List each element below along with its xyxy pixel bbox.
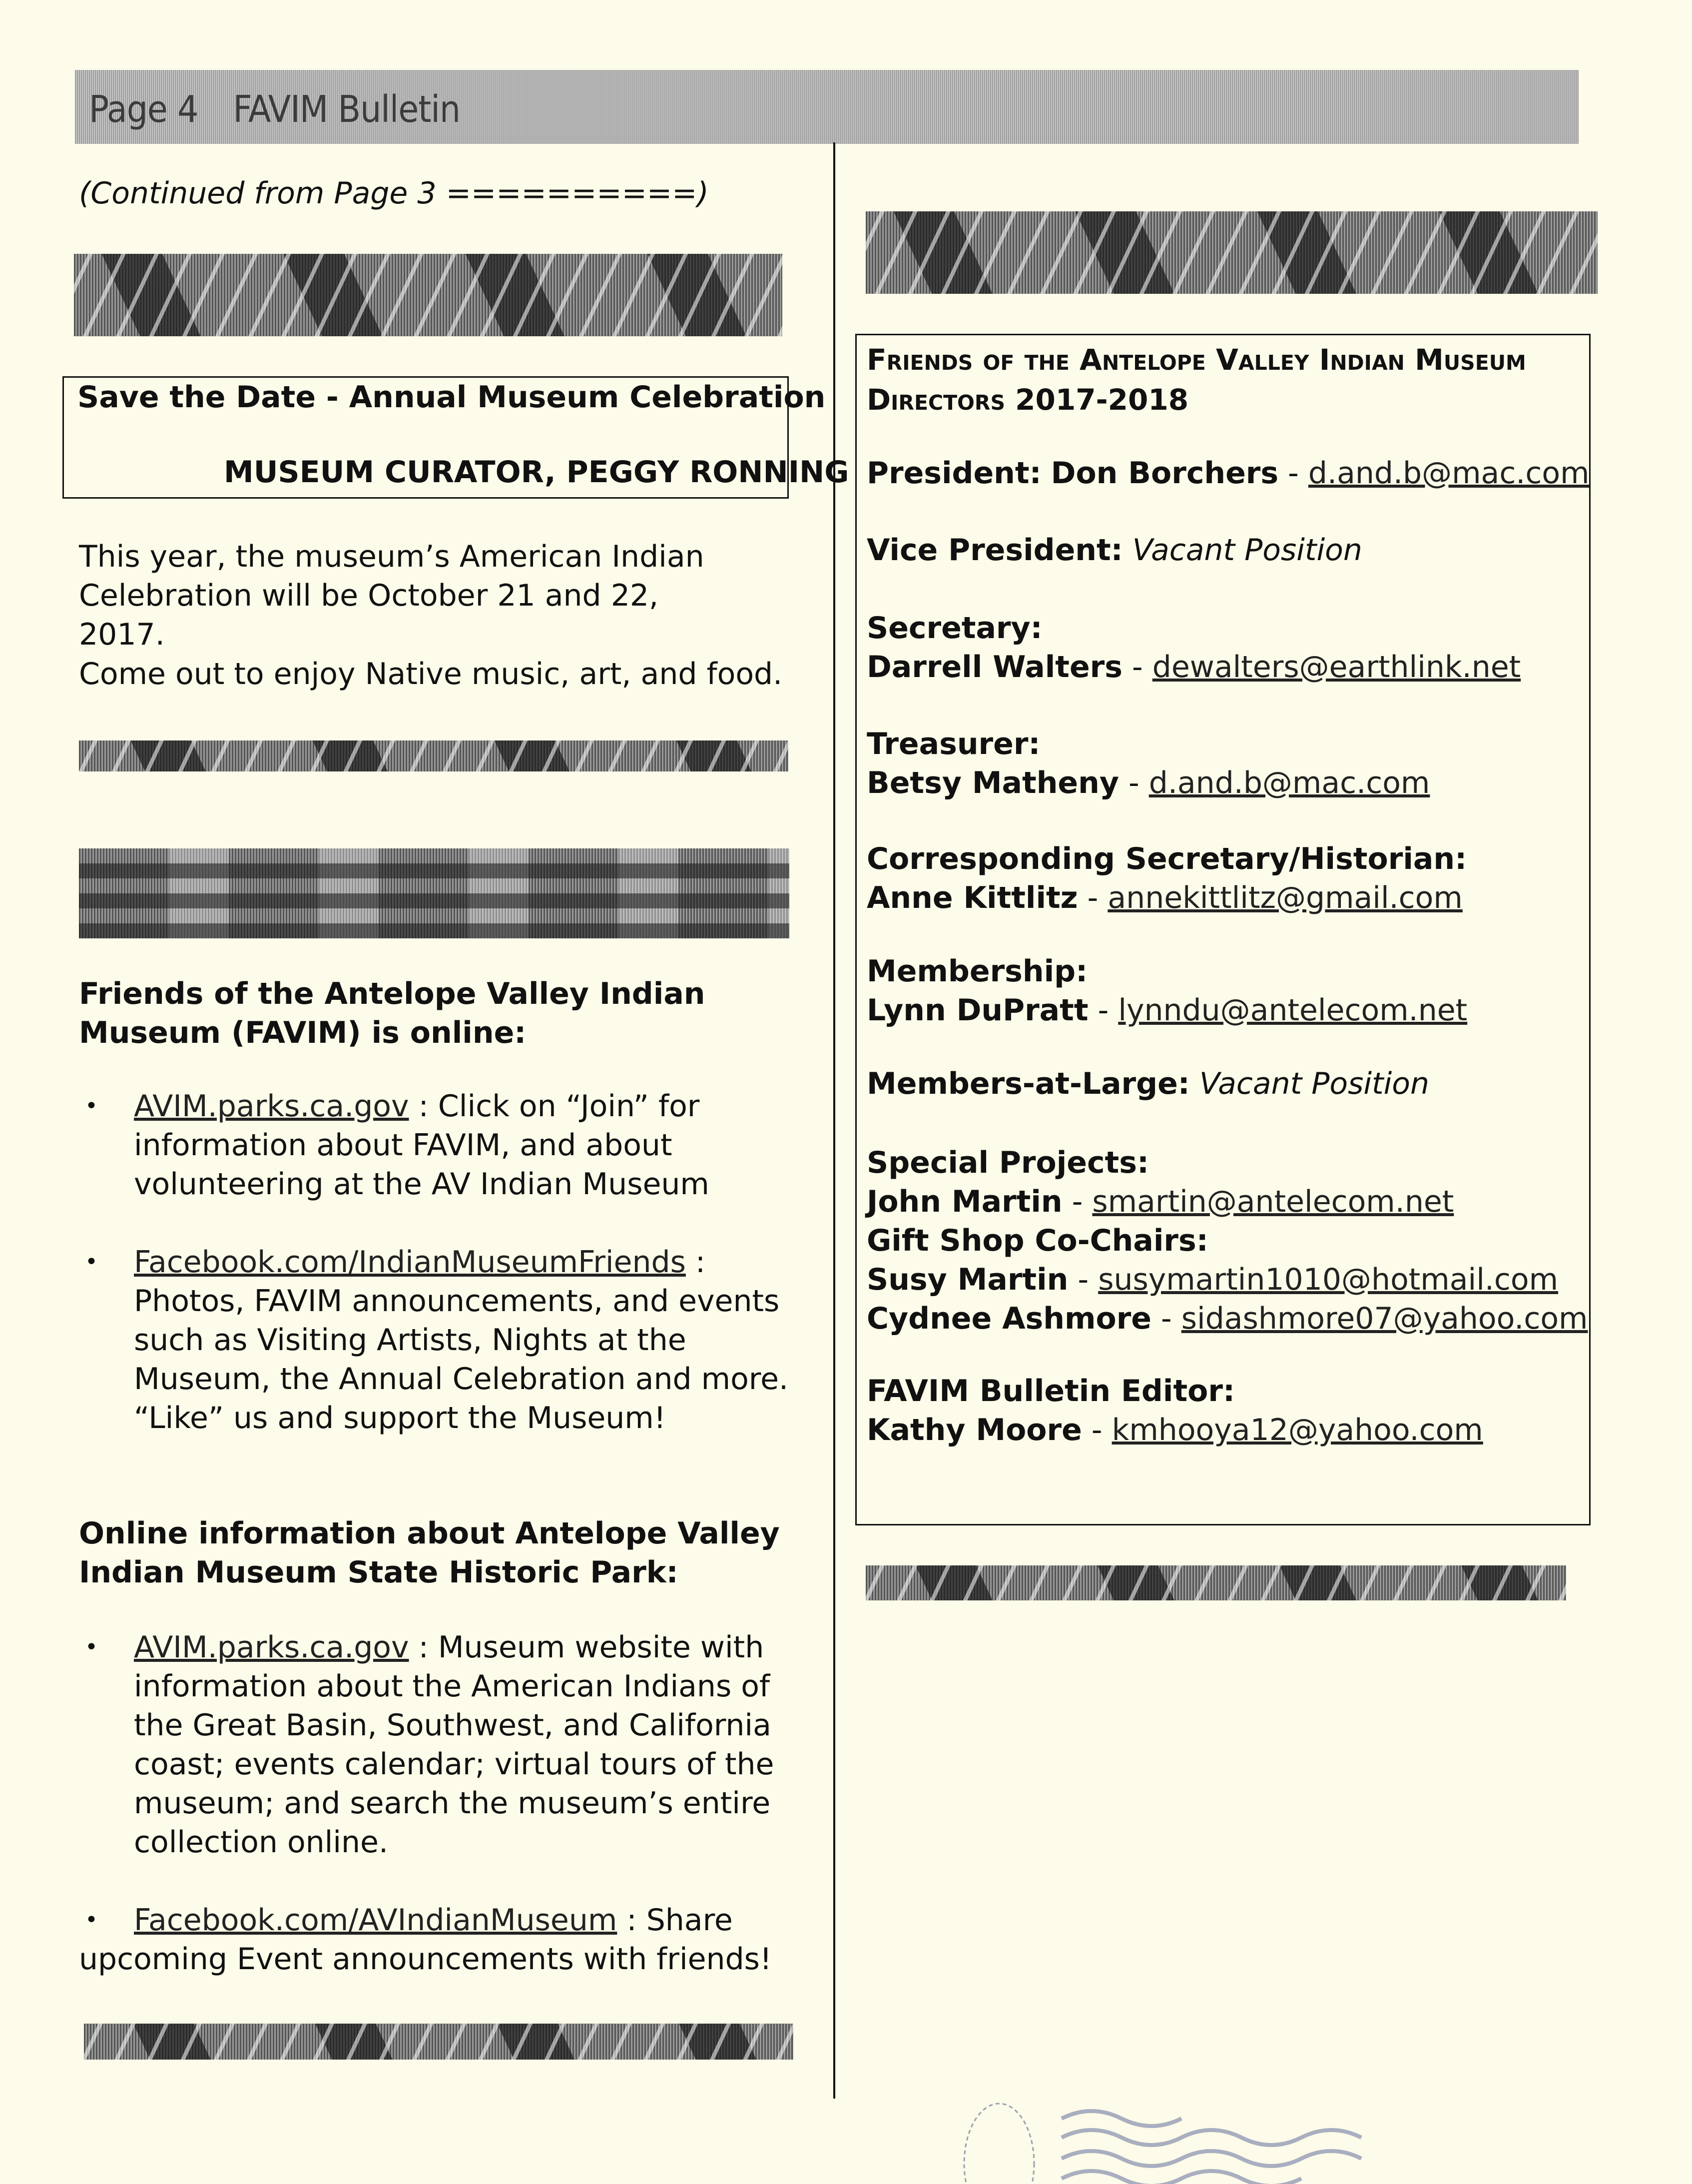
separator: -	[1062, 1184, 1093, 1219]
director-entry-special-projects	[867, 1143, 1588, 1338]
email-link[interactable]: annekittlitz@gmail.com	[1108, 880, 1463, 915]
basket-weave-band-icon	[79, 740, 788, 771]
director-entry-secretary	[867, 609, 1521, 687]
director-name: Don Borchers	[1051, 456, 1279, 491]
publication-title: FAVIM Bulletin	[233, 88, 461, 131]
celebration-paragraph: This year, the museum’s American Indian Celebration will be October 21 and 22, 2017.	[79, 539, 704, 652]
save-the-date-title: Save the Date - Annual Museum Celebration	[77, 380, 826, 415]
invite-paragraph: Come out to enjoy Native music, art, and food.	[79, 657, 783, 692]
role-label: Members-at-Large:	[867, 1066, 1190, 1101]
director-name: Betsy Matheny	[867, 765, 1119, 800]
cancellation-wave	[1062, 2130, 1361, 2145]
separator: -	[1088, 993, 1119, 1028]
avim-parks-link[interactable]: AVIM.parks.ca.gov	[134, 1630, 409, 1665]
basket-weave-band-icon	[79, 848, 789, 938]
email-link[interactable]: sidashmore07@yahoo.com	[1181, 1301, 1588, 1336]
separator: -	[1151, 1301, 1181, 1336]
postmark-icon	[949, 2039, 1692, 2184]
separator: -	[1068, 1262, 1099, 1297]
email-link[interactable]: d.and.b@mac.com	[1308, 456, 1590, 491]
list-item	[79, 1901, 808, 1979]
cancellation-wave	[1062, 2111, 1181, 2126]
email-link[interactable]: lynndu@antelecom.net	[1118, 993, 1468, 1028]
page-header	[89, 88, 460, 131]
role-label: Membership:	[867, 954, 1088, 989]
cancellation-wave	[1062, 2171, 1301, 2184]
email-link[interactable]: dewalters@earthlink.net	[1152, 650, 1521, 685]
email-link[interactable]: d.and.b@mac.com	[1148, 765, 1430, 800]
role-label: Corresponding Secretary/Historian:	[867, 841, 1467, 876]
basket-weave-band-icon	[84, 2024, 793, 2060]
basket-weave-band-icon	[74, 254, 782, 336]
park-online-heading: Online information about Antelope Valley Indian Museum State Historic Park:	[79, 1516, 780, 1590]
vacant-position: Vacant Position	[1199, 1066, 1429, 1101]
director-name: Cydnee Ashmore	[867, 1301, 1151, 1336]
separator: -	[1122, 650, 1152, 685]
favim-online-list	[79, 1087, 798, 1476]
role-label: Gift Shop Co-Chairs:	[867, 1223, 1208, 1258]
email-link[interactable]: smartin@antelecom.net	[1092, 1184, 1454, 1219]
role-label: Treasurer:	[867, 727, 1041, 761]
separator: -	[1078, 880, 1108, 915]
basket-weave-band-icon	[866, 211, 1598, 294]
role-label: Special Projects:	[867, 1145, 1149, 1180]
director-entry-president	[867, 454, 1590, 493]
email-link[interactable]: susymartin1010@hotmail.com	[1098, 1262, 1559, 1297]
role-label: FAVIM Bulletin Editor:	[867, 1374, 1235, 1409]
director-entry-corresponding-secretary	[867, 839, 1467, 917]
director-entry-bulletin-editor	[867, 1372, 1483, 1450]
facebook-friends-link[interactable]: Facebook.com/IndianMuseumFriends	[134, 1245, 686, 1280]
director-name: Susy Martin	[867, 1262, 1069, 1297]
role-label: Secretary:	[867, 611, 1043, 646]
director-name: Kathy Moore	[867, 1413, 1082, 1448]
list-item-text: : Museum website with information about the American Indians of the Great Basin, Southwest, and California coast; events calendar; virtual tours of the museum; and search the museum’s entire collection online.	[134, 1630, 774, 1860]
list-item	[79, 1628, 808, 1862]
list-item-text: : Photos, FAVIM announcements, and events such as Visiting Artists, Nights at the Museum, the Annual Celebration and more. “Like” us and support the Museum!	[134, 1245, 789, 1436]
cancellation-wave	[1062, 2151, 1361, 2166]
vacant-position: Vacant Position	[1132, 533, 1362, 568]
postmark-circle	[964, 2104, 1034, 2184]
directors-heading	[867, 340, 1526, 420]
list-item-text: : Click on “Join” for information about FAVIM, and about volunteering at the AV Indian Museum	[134, 1089, 709, 1202]
director-name: Anne Kittlitz	[867, 880, 1078, 915]
role-label: Vice President:	[867, 533, 1123, 568]
page-number: Page 4	[89, 88, 198, 131]
continued-note: (Continued from Page 3 ==========)	[79, 176, 709, 211]
role-label: President:	[867, 456, 1042, 491]
park-online-list	[79, 1628, 808, 2018]
director-entry-treasurer	[867, 725, 1430, 802]
list-item-text: : Share upcoming Event announcements with friends!	[79, 1903, 772, 1977]
basket-weave-band-icon	[866, 1565, 1566, 1600]
column-divider	[833, 142, 835, 2099]
director-entry-membership	[867, 952, 1467, 1030]
director-name: John Martin	[867, 1184, 1063, 1219]
director-entry-vice-president	[867, 531, 1362, 570]
separator: -	[1119, 765, 1149, 800]
separator: -	[1082, 1413, 1112, 1448]
email-link[interactable]: kmhooya12@yahoo.com	[1112, 1413, 1483, 1448]
list-item	[79, 1243, 798, 1438]
favim-online-heading: Friends of the Antelope Valley Indian Museum (FAVIM) is online:	[79, 976, 705, 1050]
separator: -	[1278, 456, 1308, 491]
director-name: Lynn DuPratt	[867, 993, 1089, 1028]
facebook-museum-link[interactable]: Facebook.com/AVIndianMuseum	[134, 1903, 617, 1938]
list-item	[79, 1087, 798, 1204]
director-entry-members-at-large	[867, 1064, 1429, 1103]
director-name: Darrell Walters	[867, 650, 1123, 685]
directors-box	[855, 334, 1591, 1525]
avim-parks-link[interactable]: AVIM.parks.ca.gov	[134, 1089, 409, 1124]
directors-heading-line1: Friends of the Antelope Valley Indian Museum	[867, 343, 1526, 377]
directors-heading-line2: Directors 2017-2018	[867, 383, 1189, 417]
save-the-date-subtitle: MUSEUM CURATOR, PEGGY RONNING	[224, 455, 849, 490]
